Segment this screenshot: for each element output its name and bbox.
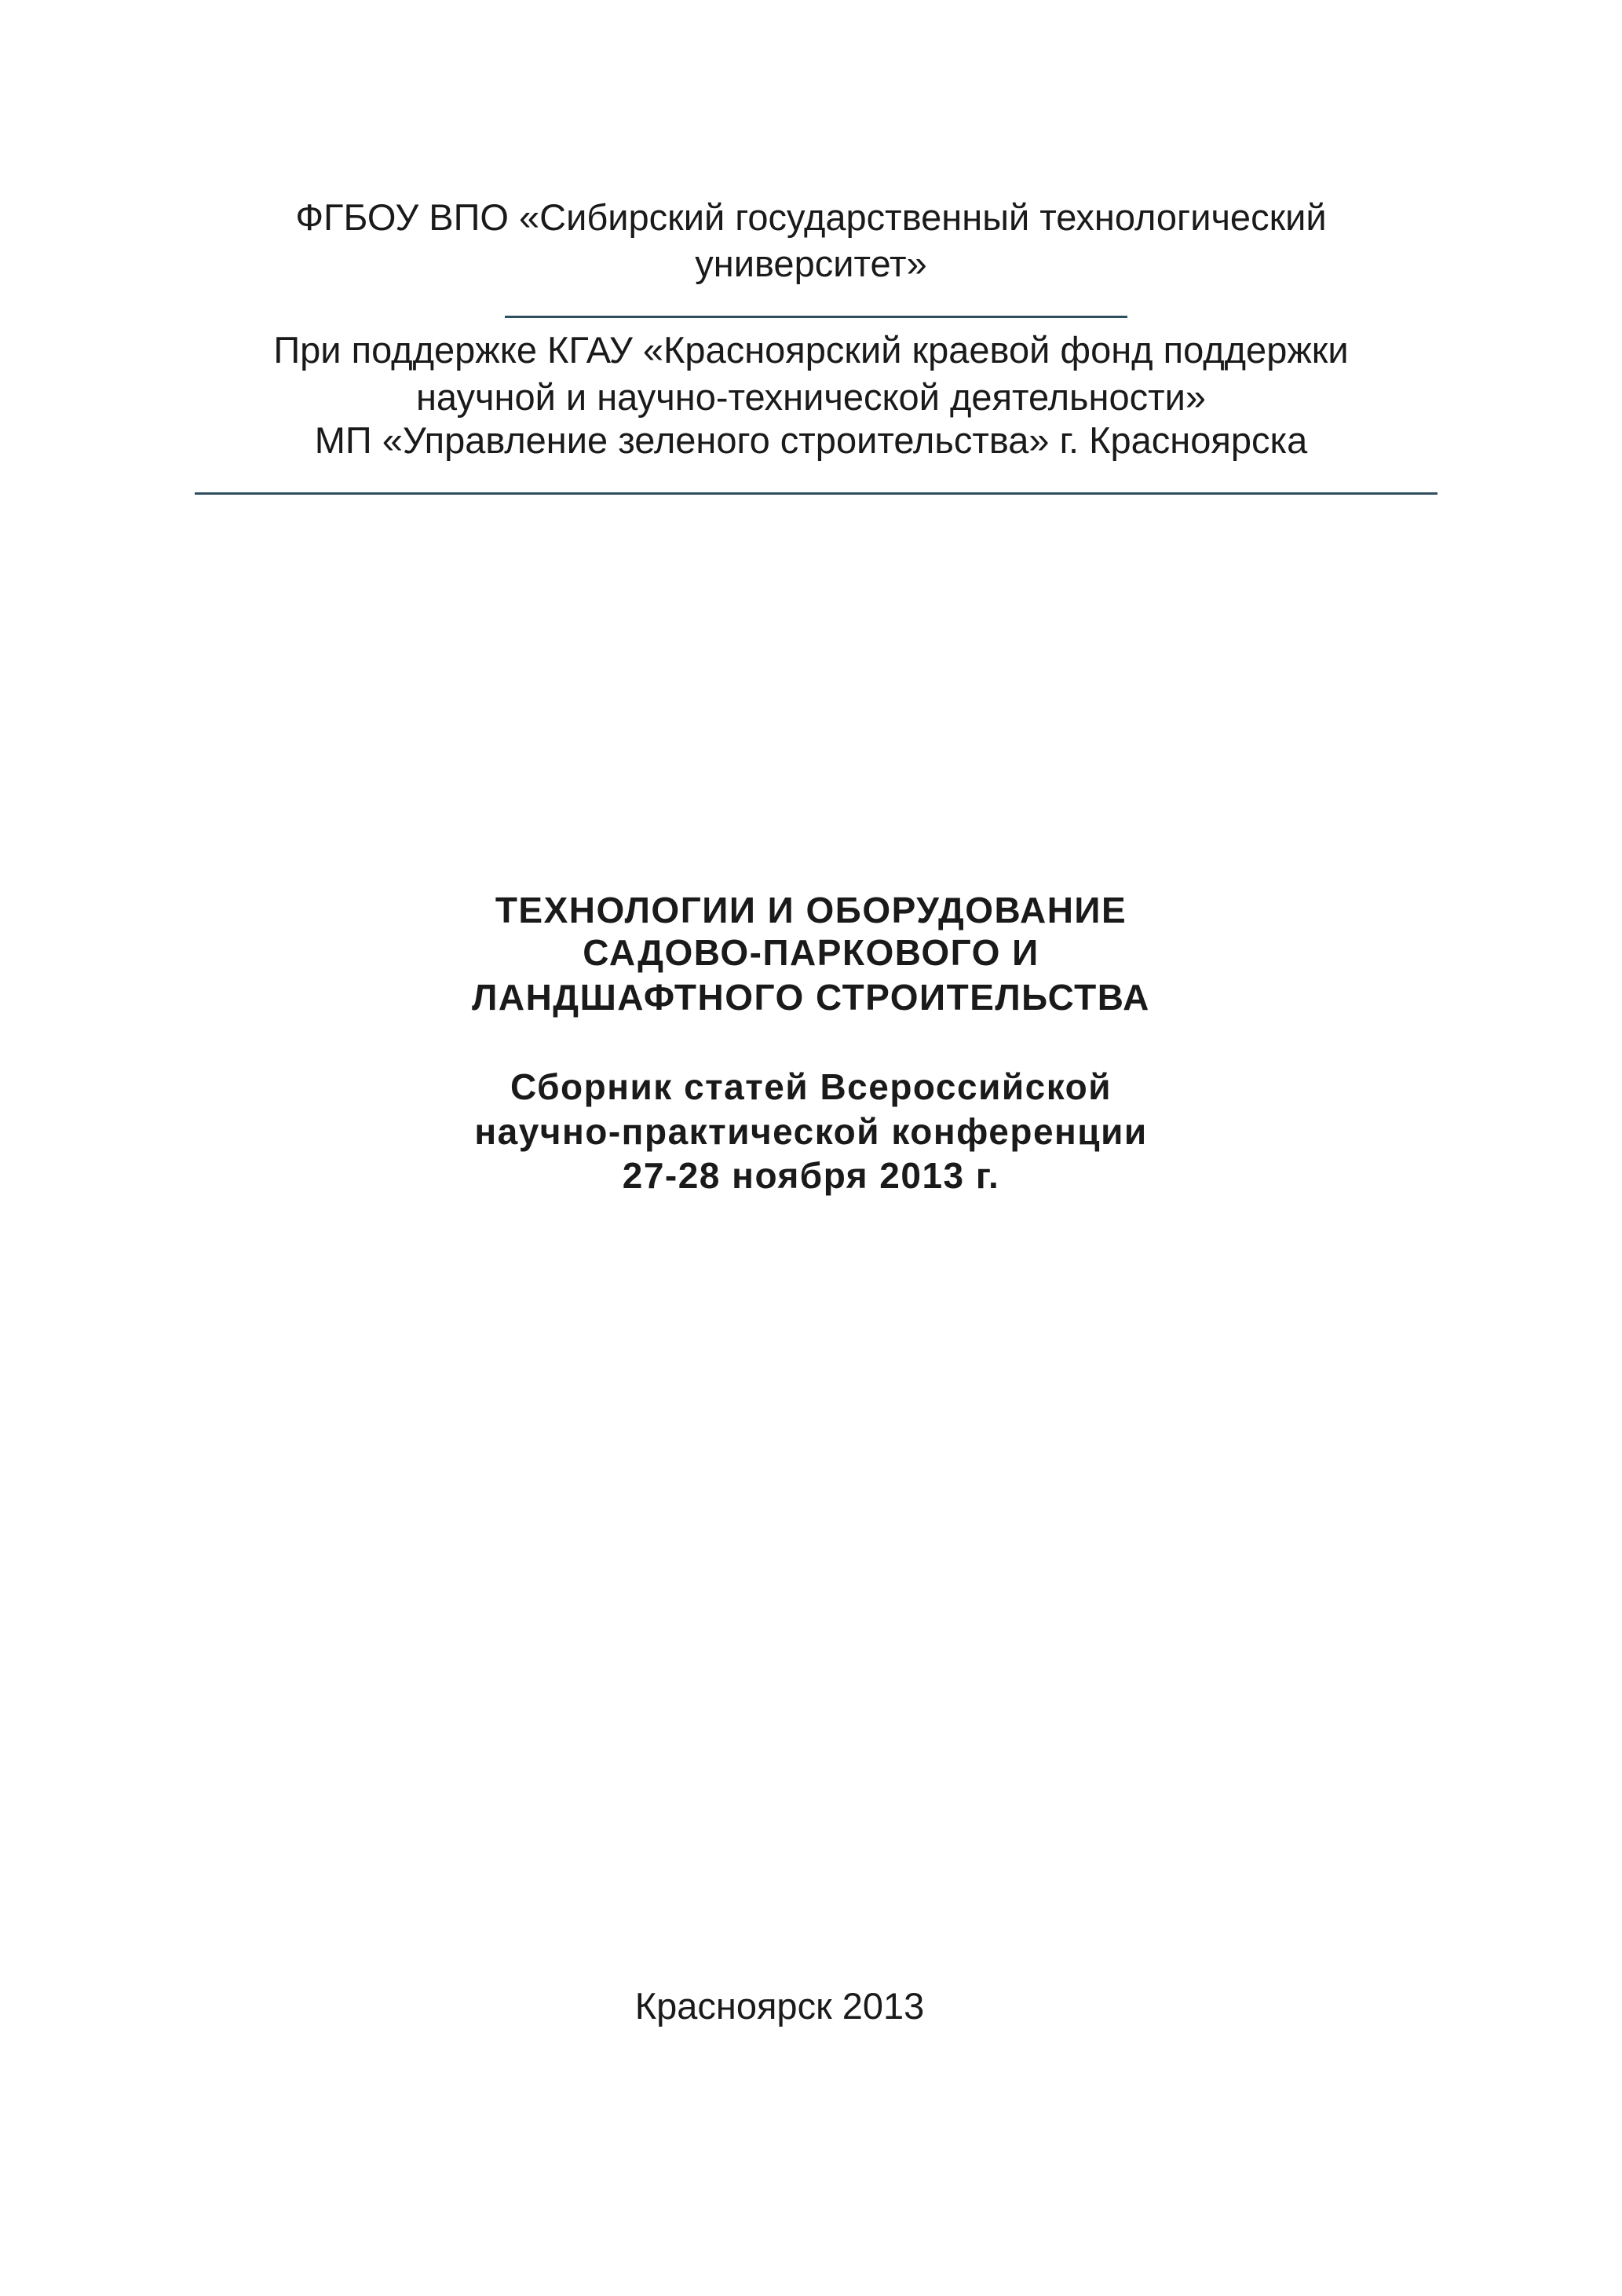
subtitle-line-1: Сборник статей Всероссийской xyxy=(510,1066,1112,1107)
support-line-1: При поддержке КГАУ «Красноярский краевой фонд поддержки xyxy=(273,329,1349,371)
organizer-line-2: университет» xyxy=(695,243,927,284)
organizer-line-1: ФГБОУ ВПО «Сибирский государственный технологический xyxy=(295,196,1327,238)
subtitle-line-3: 27-28 ноября 2013 г. xyxy=(622,1155,1000,1196)
support-line-2: научной и научно-технической деятельности» xyxy=(415,376,1207,418)
long-divider xyxy=(195,492,1438,495)
subtitle-line-2: научно-практической конференции xyxy=(474,1111,1148,1152)
place-year: Красноярск 2013 xyxy=(634,1985,925,2027)
support-line-3: МП «Управление зеленого строительства» г. Красноярска xyxy=(314,419,1308,461)
title-line-1: ТЕХНОЛОГИИ И ОБОРУДОВАНИЕ xyxy=(495,890,1127,930)
title-line-3: ЛАНДШАФТНОГО СТРОИТЕЛЬСТВА xyxy=(472,977,1150,1018)
short-divider xyxy=(505,316,1127,318)
title-line-2: САДОВО-ПАРКОВОГО И xyxy=(583,932,1039,973)
